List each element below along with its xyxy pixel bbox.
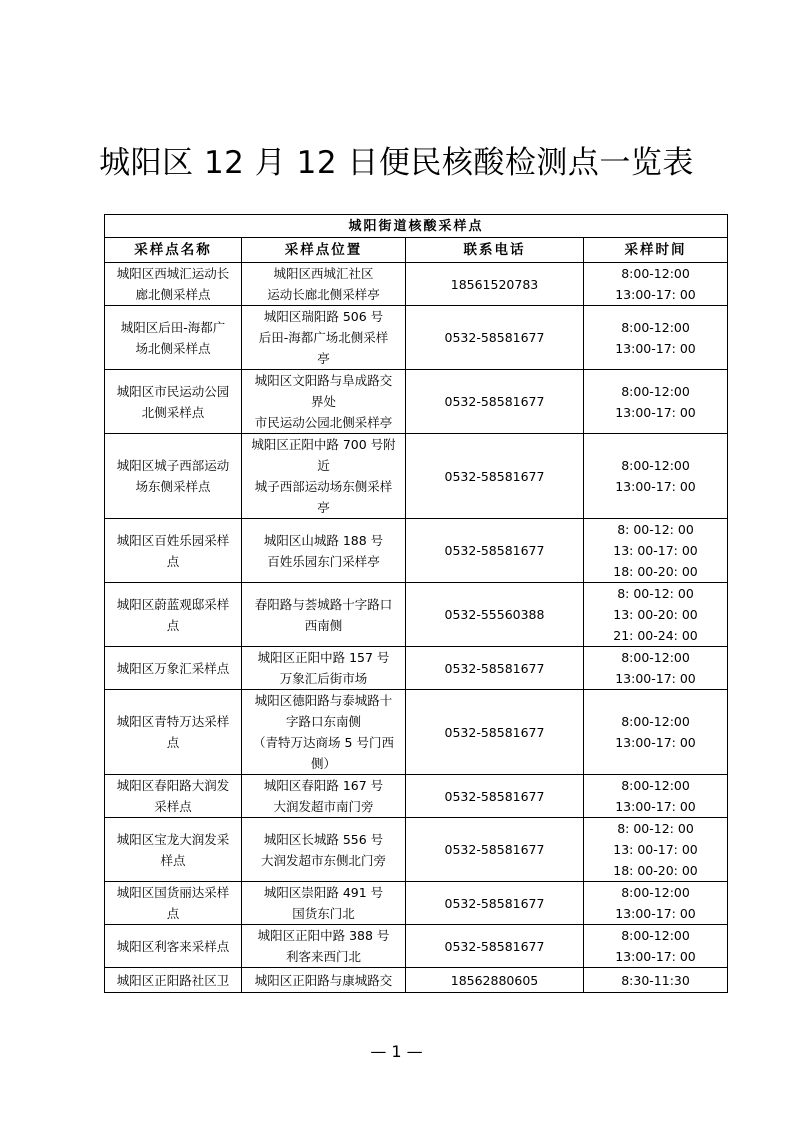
sampling-time-cell-line: 8: 00-12: 00: [617, 821, 694, 836]
site-name-cell: [105, 263, 242, 306]
table-row: [105, 968, 728, 993]
site-location-cell: [242, 690, 406, 775]
site-name-cell-line: 城阳区西城汇运动长: [116, 266, 230, 281]
site-name-cell: [105, 434, 242, 519]
contact-phone-cell: 0532-58581677: [406, 775, 584, 818]
testing-sites-table: [104, 214, 728, 993]
site-name-cell: [105, 882, 242, 925]
sampling-time-cell-line: 21: 00-24: 00: [613, 628, 698, 643]
sampling-time-cell: [584, 882, 728, 925]
sampling-time-cell: [584, 690, 728, 775]
sampling-time-cell-line: 8: 00-12: 00: [617, 586, 694, 601]
site-location-cell: [242, 968, 406, 993]
site-location-cell: [242, 925, 406, 968]
site-location-cell-line: 市民运动公园北侧采样亭: [254, 415, 393, 430]
contact-phone-cell: 0532-58581677: [406, 818, 584, 882]
site-location-cell-line: 西南侧: [304, 617, 343, 633]
site-location-cell: [242, 519, 406, 583]
site-name-cell-line: 点: [166, 617, 180, 633]
site-name-cell: [105, 818, 242, 882]
contact-phone-cell: 0532-58581677: [406, 882, 584, 925]
site-name-cell-line: 城阳区宝龙大润发采: [116, 831, 230, 847]
table-row: [105, 882, 728, 925]
table-row: [105, 434, 728, 519]
sampling-time-cell-line: 8: 00-12: 00: [617, 522, 694, 537]
sampling-time-cell-line: 13:00-17: 00: [615, 287, 696, 302]
site-location-cell-line: 城子西部运动场东侧采样: [254, 479, 393, 494]
site-name-cell-line: 城阳区利客来采样点: [116, 938, 230, 954]
table-row: [105, 519, 728, 583]
site-location-cell-line: 城阳区山城路 188 号: [263, 532, 384, 548]
site-location-cell-line: 国货东门北: [292, 906, 355, 921]
page-title: 城阳区 12 月 12 日便民核酸检测点一览表: [99, 145, 694, 181]
header-site-name: 采样点名称: [105, 238, 242, 263]
site-name-cell-line: 点: [166, 906, 180, 921]
contact-phone-cell: 0532-58581677: [406, 434, 584, 519]
site-name-cell-line: 城阳区百姓乐园采样: [116, 532, 230, 548]
contact-phone-cell: 0532-58581677: [406, 306, 584, 370]
header-sampling-time: 采样时间: [584, 238, 728, 263]
sampling-time-cell: [584, 647, 728, 690]
site-name-cell: [105, 519, 242, 583]
site-name-cell-line: 城阳区青特万达采样: [116, 714, 230, 729]
contact-phone-cell: 0532-58581677: [406, 519, 584, 583]
site-location-cell-line: 城阳区春阳路 167 号: [263, 778, 384, 793]
site-location-cell-line: 后田-海都广场北侧采样: [258, 330, 389, 345]
site-name-cell-line: 城阳区后田-海都广: [120, 319, 226, 335]
table-row: [105, 263, 728, 306]
site-name-cell-line: 城阳区正阳路社区卫: [116, 972, 230, 988]
site-location-cell-line: 近: [317, 458, 330, 473]
site-location-cell-line: 亭: [317, 500, 330, 515]
site-location-cell-line: （青特万达商场 5 号门西: [253, 735, 394, 750]
sampling-time-cell-line: 13:00-17: 00: [615, 949, 696, 964]
site-location-cell: [242, 818, 406, 882]
table-body: [105, 263, 728, 993]
sampling-time-cell-line: 13:00-17: 00: [615, 799, 696, 814]
site-name-cell: [105, 370, 242, 434]
site-name-cell-line: 点: [166, 735, 180, 750]
site-location-cell-line: 城阳区正阳路与康城路交: [254, 972, 393, 988]
site-location-cell-line: 城阳区瑞阳路 506 号: [263, 309, 384, 324]
site-location-cell-line: 大润发超市南门旁: [273, 799, 374, 814]
site-location-cell: [242, 306, 406, 370]
sampling-time-cell-line: 8:30-11:30: [621, 972, 690, 988]
table-row: [105, 775, 728, 818]
contact-phone-cell: 0532-58581677: [406, 647, 584, 690]
site-location-cell-line: 城阳区崇阳路 491 号: [263, 885, 384, 900]
site-location-cell-line: 城阳区文阳路与阜成路交: [254, 373, 393, 388]
sampling-time-cell-line: 18: 00-20: 00: [613, 863, 698, 878]
site-location-cell: [242, 263, 406, 306]
site-name-cell: [105, 775, 242, 818]
sampling-time-cell-line: 18: 00-20: 00: [613, 564, 698, 579]
site-name-cell-line: 城阳区城子西部运动: [116, 458, 230, 473]
site-location-cell-line: 亭: [317, 351, 330, 366]
site-location-cell: [242, 882, 406, 925]
site-location-cell-line: 春阳路与荟城路十字路口: [254, 596, 393, 612]
site-name-cell-line: 点: [166, 553, 180, 569]
site-name-cell-line: 城阳区春阳路大润发: [116, 778, 230, 793]
sampling-time-cell-line: 8:00-12:00: [621, 319, 690, 335]
sampling-time-cell-line: 13:00-17: 00: [615, 906, 696, 921]
site-location-cell: [242, 370, 406, 434]
site-location-cell-line: 城阳区正阳中路 700 号附: [251, 437, 396, 452]
sampling-time-cell: [584, 519, 728, 583]
table-row: [105, 583, 728, 647]
sampling-time-cell-line: 8:00-12:00: [621, 778, 690, 793]
contact-phone-cell: 0532-58581677: [406, 370, 584, 434]
site-name-cell: [105, 583, 242, 647]
table-row: [105, 818, 728, 882]
sampling-time-cell: [584, 775, 728, 818]
sampling-time-cell-line: 13:00-17: 00: [615, 340, 696, 356]
contact-phone-cell: 0532-55560388: [406, 583, 584, 647]
site-location-cell-line: 运动长廊北侧采样亭: [267, 287, 380, 302]
site-name-cell-line: 样点: [160, 852, 186, 868]
site-name-cell-line: 城阳区市民运动公园: [116, 383, 230, 399]
table-row: [105, 925, 728, 968]
sampling-time-cell-line: 13:00-17: 00: [615, 479, 696, 494]
site-location-cell-line: 城阳区正阳中路 388 号: [257, 928, 390, 943]
table-row: [105, 690, 728, 775]
sampling-time-cell: [584, 370, 728, 434]
contact-phone-cell: 0532-58581677: [406, 925, 584, 968]
sampling-time-cell-line: 13:00-17: 00: [615, 404, 696, 420]
sampling-time-cell-line: 8:00-12:00: [621, 458, 690, 473]
site-location-cell-line: 城阳区西城汇社区: [273, 266, 374, 281]
site-location-cell-line: 百姓乐园东门采样亭: [267, 553, 380, 569]
table-row: [105, 306, 728, 370]
contact-phone-cell: 18562880605: [406, 968, 584, 993]
site-location-cell-line: 侧）: [310, 756, 336, 771]
sampling-time-cell: [584, 263, 728, 306]
sampling-time-cell-line: 13:00-17: 00: [615, 671, 696, 686]
site-location-cell: [242, 583, 406, 647]
site-location-cell-line: 大润发超市东侧北门旁: [260, 852, 386, 868]
sampling-time-cell: [584, 583, 728, 647]
sampling-time-cell-line: 8:00-12:00: [621, 266, 690, 281]
site-location-cell-line: 界处: [310, 394, 336, 409]
contact-phone-cell: 0532-58581677: [406, 690, 584, 775]
table-row: [105, 370, 728, 434]
sampling-time-cell-line: 8:00-12:00: [621, 383, 690, 399]
site-name-cell-line: 北侧采样点: [141, 404, 205, 420]
sampling-time-cell-line: 8:00-12:00: [621, 928, 690, 943]
sampling-time-cell-line: 8:00-12:00: [621, 714, 690, 729]
site-name-cell-line: 采样点: [154, 799, 192, 814]
site-location-cell-line: 城阳区长城路 556 号: [263, 831, 384, 847]
sampling-time-cell-line: 13: 00-17: 00: [613, 543, 698, 558]
sampling-time-cell: [584, 818, 728, 882]
sampling-time-cell-line: 8:00-12:00: [621, 650, 690, 665]
site-location-cell: [242, 647, 406, 690]
site-name-cell-line: 场北侧采样点: [135, 340, 211, 356]
header-site-location: 采样点位置: [242, 238, 406, 263]
site-location-cell: [242, 434, 406, 519]
site-location-cell: [242, 775, 406, 818]
sampling-time-cell: [584, 925, 728, 968]
site-location-cell-line: 城阳区德阳路与泰城路十: [254, 693, 393, 708]
header-contact-phone: 联系电话: [406, 238, 584, 263]
sampling-time-cell-line: 13: 00-17: 00: [613, 842, 698, 857]
site-name-cell-line: 城阳区万象汇采样点: [116, 660, 230, 676]
site-name-cell-line: 廊北侧采样点: [135, 287, 211, 302]
sampling-time-cell: [584, 434, 728, 519]
site-name-cell: [105, 690, 242, 775]
table-caption: 城阳街道核酸采样点: [105, 215, 728, 238]
site-location-cell-line: 利客来西门北: [285, 949, 361, 964]
site-location-cell-line: 字路口东南侧: [285, 714, 361, 729]
site-location-cell-line: 万象汇后街市场: [279, 671, 368, 686]
site-name-cell: [105, 647, 242, 690]
site-name-cell-line: 城阳区国货丽达采样: [116, 885, 230, 900]
sampling-time-cell: [584, 968, 728, 993]
sampling-time-cell-line: 8:00-12:00: [621, 885, 690, 900]
sampling-time-cell-line: 13: 00-20: 00: [613, 607, 698, 622]
table-row: [105, 647, 728, 690]
site-location-cell-line: 城阳区正阳中路 157 号: [257, 650, 390, 665]
page-number: — 1 —: [370, 1042, 423, 1061]
site-name-cell: [105, 306, 242, 370]
site-name-cell: [105, 968, 242, 993]
contact-phone-cell: 18561520783: [406, 263, 584, 306]
site-name-cell: [105, 925, 242, 968]
sampling-time-cell-line: 13:00-17: 00: [615, 735, 696, 750]
site-name-cell-line: 城阳区蔚蓝观邸采样: [116, 596, 230, 612]
sampling-time-cell: [584, 306, 728, 370]
site-name-cell-line: 场东侧采样点: [135, 479, 211, 494]
